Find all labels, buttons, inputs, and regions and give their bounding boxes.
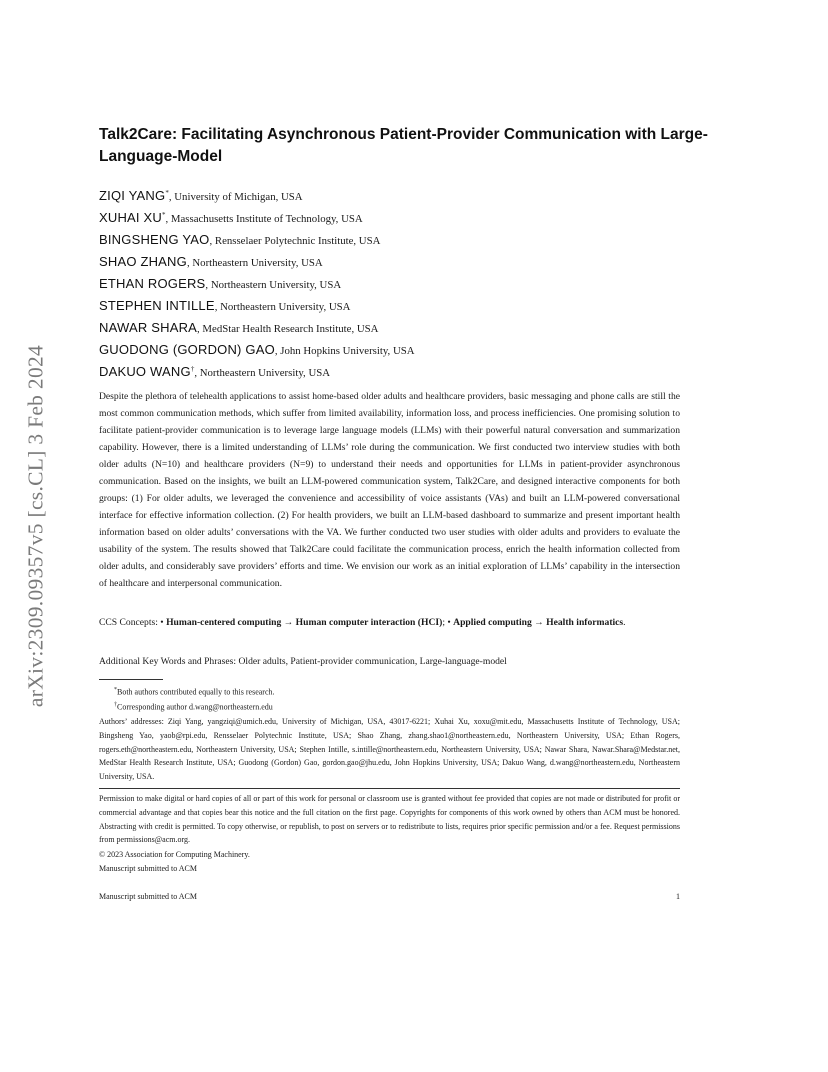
author-affiliation: , Northeastern University, USA	[194, 367, 331, 379]
footnotes	[114, 684, 674, 713]
arxiv-identifier-stamp	[23, 344, 48, 708]
abstract-paragraph: Despite the plethora of telehealth applications to assist home-based older adults and healthcare providers, basic messaging and phone calls are still the most common communication methods, which suffer from limited availability, information loss, and process inefficiencies. One promising solution to facilitate patient-provider communication is to leverage large language models (LLMs) with their powerful natural conversation and summarization capability. However, there is a limited understanding of LLMs’ role during the communication. We first conducted two interview studies with both older adults (N=10) and healthcare providers (N=9) to understand their needs and opportunities for LLMs in patient-provider asynchronous communication. Based on the insights, we built an LLM-powered communication system, Talk2Care, and designed interactive components for both groups: (1) For older adults, we leveraged the convenience and accessibility of voice assistants (VAs) and built an LLM-powered conversational interface for effective information collection. (2) For health providers, we built an LLM-based dashboard to summarize and present important health information based on older adults’ conversations with the VA. We further conducted two user studies with older adults and providers to evaluate the usability of the system. The results showed that Talk2Care could facilitate the communication process, enrich the health information collected from older adults, and considerably save providers’ efforts and time. We envision our work as an initial exploration of LLMs’ capability in the intersection of healthcare and interpersonal communication.	[99, 391, 680, 589]
running-footer: Manuscript submitted to ACM	[99, 892, 197, 901]
author-entry	[99, 204, 739, 226]
author-affiliation: , Rensselaer Polytechnic Institute, USA	[209, 235, 381, 247]
author-name: STEPHEN INTILLE	[99, 298, 215, 313]
footnote-text: Both authors contributed equally to this research.	[117, 687, 275, 697]
manuscript-note: Manuscript submitted to ACM	[99, 864, 197, 873]
author-entry	[99, 226, 739, 248]
author-entry	[99, 292, 739, 314]
author-mark: *	[162, 211, 166, 219]
author-name: SHAO ZHANG	[99, 254, 187, 269]
copyright-line: © 2023 Association for Computing Machinery.	[99, 850, 250, 859]
author-entry	[99, 270, 739, 292]
author-name: BINGSHENG YAO	[99, 232, 210, 247]
arxiv-identifier-text: arXiv:2309.09357v5 [cs.CL] 3 Feb 2024	[23, 344, 48, 708]
author-affiliation: , Northeastern University, USA	[205, 279, 342, 291]
author-name: DAKUO WANG	[99, 364, 191, 379]
author-name: ZIQI YANG	[99, 188, 166, 203]
author-name: GUODONG (GORDON) GAO	[99, 342, 275, 357]
author-list	[99, 182, 739, 380]
ccs-suffix: .	[623, 617, 626, 628]
footnote-text: Corresponding author d.wang@northeastern.edu	[117, 702, 273, 712]
author-affiliation: , MedStar Health Research Institute, USA	[197, 323, 379, 335]
ccs-concepts	[99, 614, 680, 631]
author-entry	[99, 182, 739, 204]
author-affiliation: , Northeastern University, USA	[186, 257, 323, 269]
author-entry	[99, 314, 739, 336]
permission-notice: Permission to make digital or hard copies of all or part of this work for personal or classroom use is granted without fee provided that copies are not made or distributed for profit or commercial advantage and that copies bear this notice and the full citation on the first page. Copyrights for components of this work owned by others than ACM must be honored. Abstracting with credit is permitted. To copy otherwise, or republish, to post on servers or to redistribute to lists, requires prior specific permission and/or a fee. Request permissions from permissions@acm.org.	[99, 794, 680, 845]
author-name: NAWAR SHARA	[99, 320, 198, 335]
author-affiliation: , John Hopkins University, USA	[274, 345, 415, 357]
footnote-mark: *	[114, 687, 117, 693]
author-mark: *	[165, 189, 169, 197]
ccs-prefix: CCS Concepts: •	[99, 617, 167, 628]
additional-keywords: Additional Key Words and Phrases: Older adults, Patient-provider communication, Large-language-model	[99, 656, 507, 667]
footnote-mark: †	[114, 701, 117, 708]
footnote-equal-contribution	[114, 684, 674, 699]
author-entry	[99, 248, 739, 270]
authors-addresses: Authors’ addresses: Ziqi Yang, yangziqi@umich.edu, University of Michigan, USA, 43017-6221; Xuhai Xu, xoxu@mit.edu, Massachusetts Institute of Technology, USA; Bingsheng Yao, yaob@rpi.edu, Rensselaer Polytechnic Institute, USA; Shao Zhang, zhang.shao1@northeastern.edu, Northeastern University, USA; Ethan Rogers, rogers.eth@northeastern.edu, Northeastern University, USA; Stephen Intille, s.intille@northeastern.edu, Northeastern University, USA; Nawar Shara, Nawar.Shara@Medstar.net, MedStar Health Research Institute, USA; Guodong (Gordon) Gao, gordon.gao@jhu.edu, John Hopkins University, USA; Dakuo Wang, d.wang@northeastern.edu, Northeastern University, USA.	[99, 717, 680, 782]
author-affiliation: , Massachusetts Institute of Technology, USA	[165, 213, 363, 225]
author-affiliation: , Northeastern University, USA	[214, 301, 351, 313]
author-name: XUHAI XU	[99, 210, 163, 225]
author-affiliation: , University of Michigan, USA	[168, 191, 303, 203]
footnote-divider	[99, 679, 163, 680]
author-mark: †	[190, 365, 195, 373]
author-entry	[99, 358, 739, 380]
paper-title: Talk2Care: Facilitating Asynchronous Patient-Provider Communication with Large-Language-Model	[99, 126, 708, 165]
page-number: 1	[676, 892, 680, 901]
permission-divider	[99, 788, 680, 789]
footnote-corresponding-author	[114, 699, 674, 714]
ccs-concept-health: Applied computing → Health informatics	[453, 617, 624, 628]
author-name: ETHAN ROGERS	[99, 276, 206, 291]
ccs-concept-hci: Human-centered computing → Human computer interaction (HCI)	[166, 617, 443, 628]
author-entry	[99, 336, 739, 358]
ccs-separator: ; •	[442, 617, 454, 628]
